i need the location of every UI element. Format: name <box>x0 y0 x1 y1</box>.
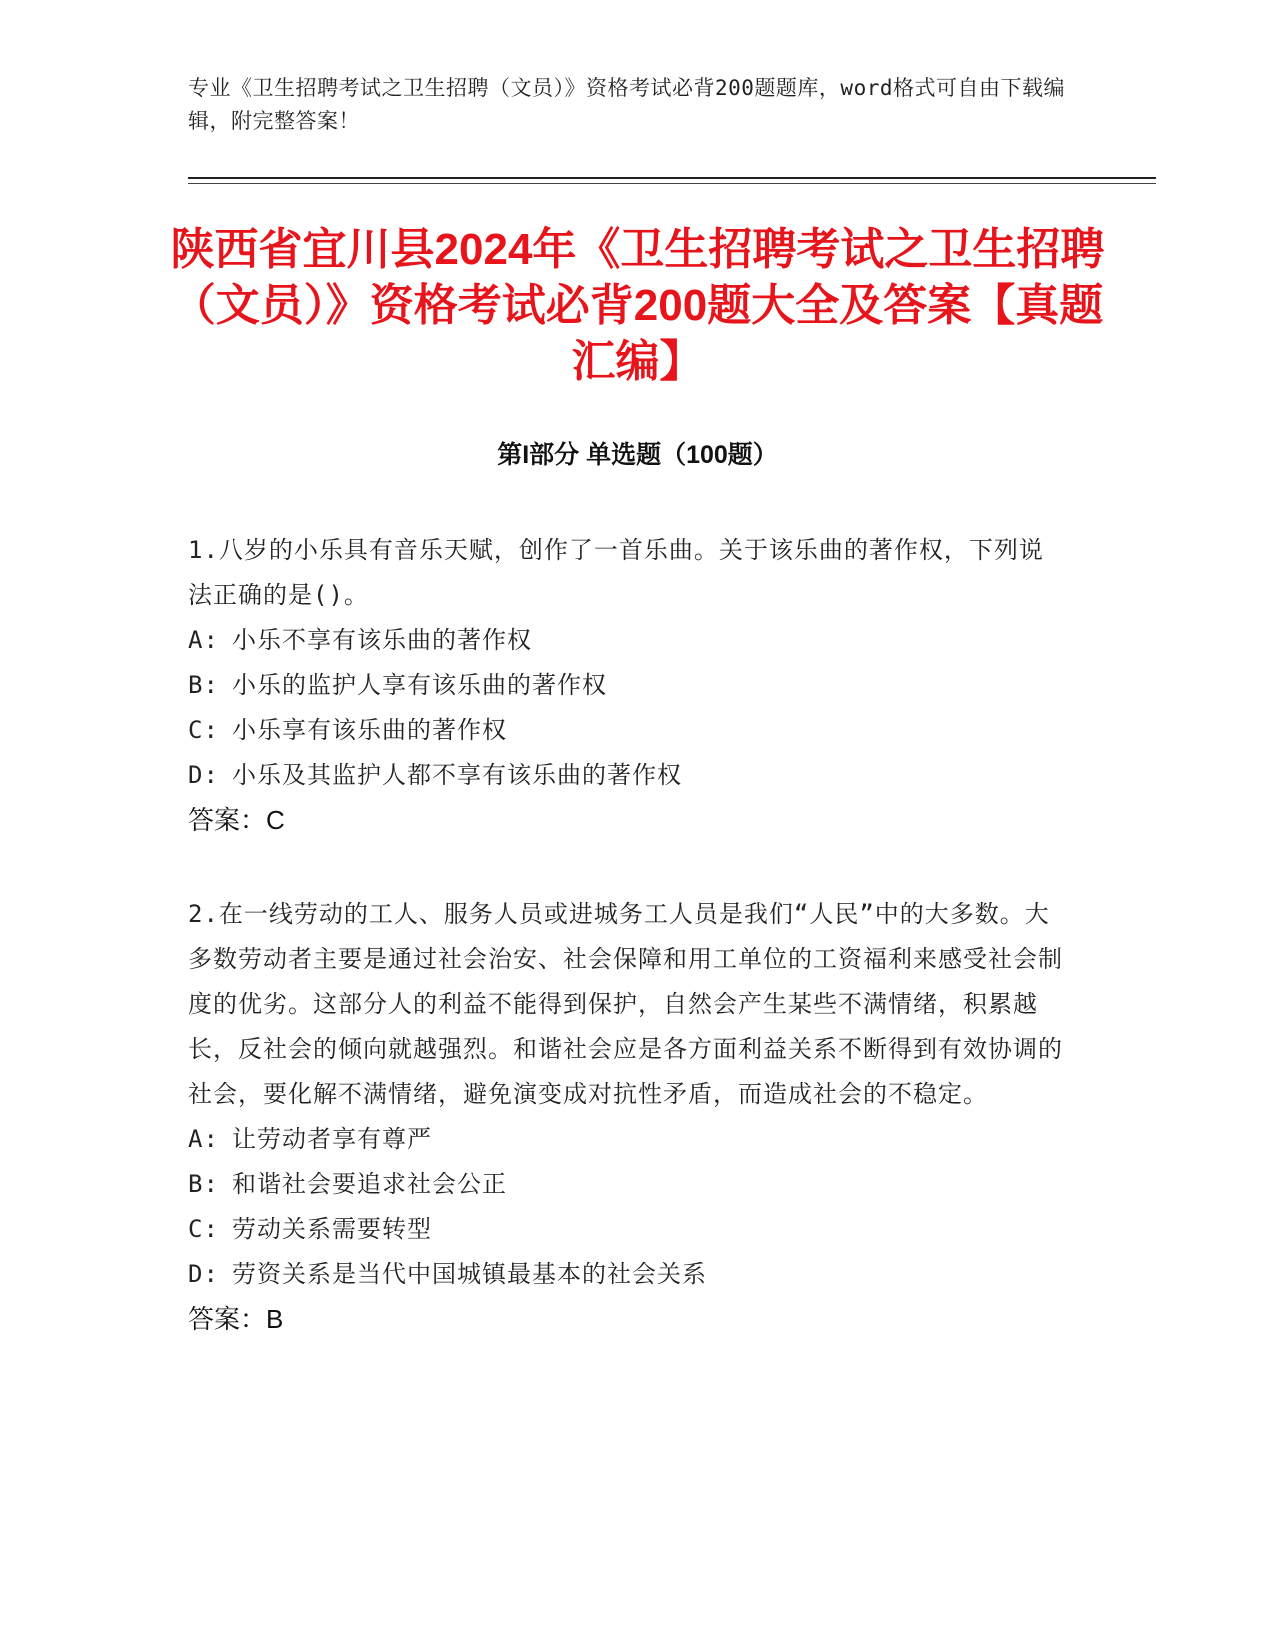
question-1 <box>188 528 1068 843</box>
option-a <box>188 618 1068 663</box>
option-text: 小乐的监护人享有该乐曲的著作权 <box>232 671 607 699</box>
answer-line: 答案：C <box>188 805 285 835</box>
option-a <box>188 1117 1068 1162</box>
header-rule-thin <box>188 183 1156 184</box>
header-note: 专业《卫生招聘考试之卫生招聘（文员）》资格考试必背200题题库，word格式可自由下载编辑，附完整答案！ <box>188 76 1065 133</box>
option-text: 小乐享有该乐曲的著作权 <box>232 716 507 744</box>
section-heading: 第I部分 单选题（100题） <box>497 441 778 469</box>
option-key: B: <box>188 671 219 699</box>
question-2 <box>188 892 1068 1342</box>
document-title: 陕西省宜川县2024年《卫生招聘考试之卫生招聘（文员）》资格考试必背200题大全及答案【真题汇编】 <box>170 225 1105 386</box>
option-d <box>188 753 1068 798</box>
option-text: 小乐不享有该乐曲的著作权 <box>232 626 532 654</box>
option-key: D: <box>188 761 219 789</box>
option-b <box>188 663 1068 708</box>
option-text: 让劳动者享有尊严 <box>232 1125 432 1153</box>
option-text: 劳动关系需要转型 <box>232 1215 432 1243</box>
option-key: B: <box>188 1170 219 1198</box>
option-key: C: <box>188 1215 219 1243</box>
option-key: A: <box>188 1125 219 1153</box>
option-key: D: <box>188 1260 219 1288</box>
option-c <box>188 708 1068 753</box>
header-rule-thick <box>188 177 1156 179</box>
question-stem: 2.在一线劳动的工人、服务人员或进城务工人员是我们“人民”中的大多数。大多数劳动者主要是通过社会治安、社会保障和用工单位的工资福利来感受社会制度的优劣。这部分人的利益不能得到保护，自然会产生某些不满情绪，积累越长，反社会的倾向就越强烈。和谐社会应是各方面利益关系不断得到有效协调的社会，要化解不满情绪，避免演变成对抗性矛盾，而造成社会的不稳定。 <box>188 900 1063 1108</box>
option-d <box>188 1252 1068 1297</box>
option-b <box>188 1162 1068 1207</box>
option-text: 劳资关系是当代中国城镇最基本的社会关系 <box>232 1260 707 1288</box>
question-stem: 1.八岁的小乐具有音乐天赋，创作了一首乐曲。关于该乐曲的著作权，下列说法正确的是()。 <box>188 536 1044 609</box>
option-key: C: <box>188 716 219 744</box>
answer-line: 答案：B <box>188 1304 284 1334</box>
option-text: 和谐社会要追求社会公正 <box>232 1170 507 1198</box>
option-c <box>188 1207 1068 1252</box>
option-text: 小乐及其监护人都不享有该乐曲的著作权 <box>232 761 682 789</box>
option-key: A: <box>188 626 219 654</box>
